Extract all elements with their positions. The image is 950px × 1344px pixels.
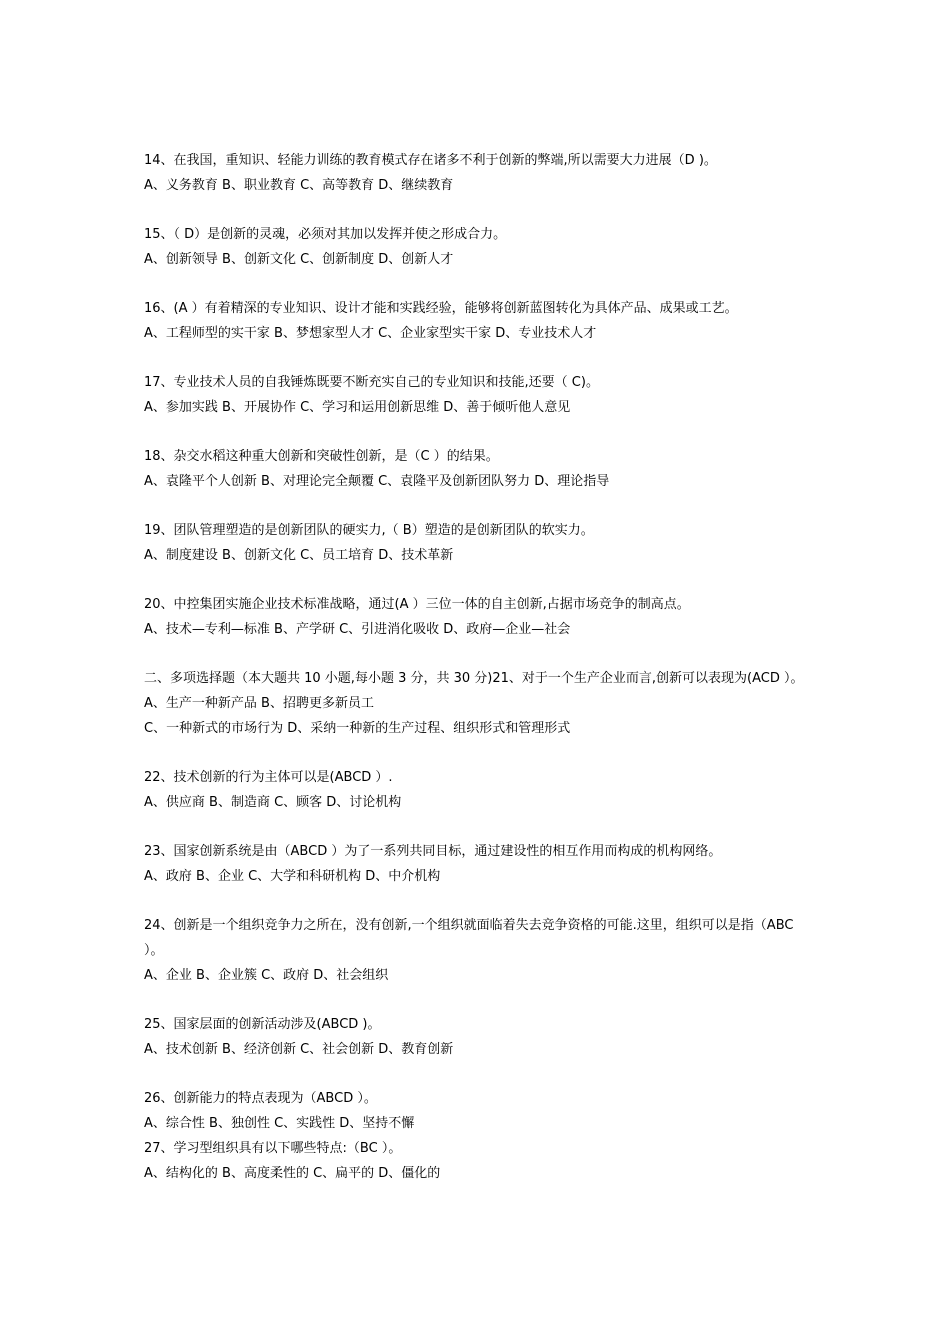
- question-text: 23、国家创新系统是由（ABCD ）为了一系列共同目标，通过建设性的相互作用而构成的机构网络。: [144, 844, 722, 859]
- block-spacer: [144, 346, 814, 370]
- answer-options: C、一种新式的市场行为 D、采纳一种新的生产过程、组织形式和管理形式: [144, 721, 571, 736]
- question-text: 24、创新是一个组织竞争力之所在，没有创新,一个组织就面临着失去竞争资格的可能.这里，组织可以是指（ABC ）。: [144, 918, 794, 958]
- question-block: [144, 1136, 814, 1186]
- block-spacer: [144, 568, 814, 592]
- question-text: 15、（ D）是创新的灵魂，必须对其加以发挥并使之形成合力。: [144, 227, 507, 242]
- answer-options: A、技术—专利—标准 B、产学研 C、引进消化吸收 D、政府—企业—社会: [144, 622, 571, 637]
- question-block: [144, 370, 814, 420]
- answer-options: A、综合性 B、独创性 C、实践性 D、坚持不懈: [144, 1116, 415, 1131]
- answer-options: A、参加实践 B、开展协作 C、学习和运用创新思维 D、善于倾听他人意见: [144, 400, 571, 415]
- answer-options: A、供应商 B、制造商 C、顾客 D、讨论机构: [144, 795, 402, 810]
- question-text: 18、杂交水稻这种重大创新和突破性创新，是（C ）的结果。: [144, 449, 499, 464]
- question-text: 26、创新能力的特点表现为（ABCD ）。: [144, 1091, 377, 1106]
- answer-options: A、结构化的 B、高度柔性的 C、扁平的 D、僵化的: [144, 1166, 441, 1181]
- question-text: 14、在我国，重知识、轻能力训练的教育模式存在诸多不利于创新的弊端,所以需要大力进展（D )。: [144, 153, 717, 168]
- block-spacer: [144, 494, 814, 518]
- question-block: [144, 296, 814, 346]
- answer-options: A、制度建设 B、创新文化 C、员工培育 D、技术革新: [144, 548, 454, 563]
- question-block: [144, 839, 814, 889]
- question-text: 25、国家层面的创新活动涉及(ABCD )。: [144, 1017, 381, 1032]
- question-text: 27、学习型组织具有以下哪些特点:（BC ）。: [144, 1141, 402, 1156]
- question-block: [144, 444, 814, 494]
- question-block: [144, 1012, 814, 1062]
- block-spacer: [144, 889, 814, 913]
- document-page: [144, 148, 814, 1186]
- question-block: [144, 222, 814, 272]
- answer-options: A、企业 B、企业簇 C、政府 D、社会组织: [144, 968, 389, 983]
- answer-options: A、政府 B、企业 C、大学和科研机构 D、中介机构: [144, 869, 441, 884]
- block-spacer: [144, 741, 814, 765]
- block-spacer: [144, 988, 814, 1012]
- question-block: [144, 592, 814, 642]
- block-spacer: [144, 272, 814, 296]
- question-text: 20、中控集团实施企业技术标准战略，通过(A ）三位一体的自主创新,占据市场竞争的制高点。: [144, 597, 690, 612]
- block-spacer: [144, 815, 814, 839]
- block-spacer: [144, 1062, 814, 1086]
- block-spacer: [144, 642, 814, 666]
- answer-options: A、袁隆平个人创新 B、对理论完全颠覆 C、袁隆平及创新团队努力 D、理论指导: [144, 474, 610, 489]
- answer-options: A、生产一种新产品 B、招聘更多新员工: [144, 696, 374, 711]
- question-block: [144, 765, 814, 815]
- answer-options: A、工程师型的实干家 B、梦想家型人才 C、企业家型实干家 D、专业技术人才: [144, 326, 597, 341]
- question-text: 22、技术创新的行为主体可以是(ABCD ）.: [144, 770, 393, 785]
- question-text: 二、多项选择题（本大题共 10 小题,每小题 3 分，共 30 分)21、对于一个生产企业而言,创新可以表现为(ACD ）。: [144, 671, 804, 686]
- question-text: 17、专业技术人员的自我锤炼既要不断充实自己的专业知识和技能,还要（ C)。: [144, 375, 599, 390]
- question-text: 19、团队管理塑造的是创新团队的硬实力,（ B）塑造的是创新团队的软实力。: [144, 523, 594, 538]
- question-block: [144, 666, 814, 741]
- question-block: [144, 913, 814, 988]
- answer-options: A、技术创新 B、经济创新 C、社会创新 D、教育创新: [144, 1042, 454, 1057]
- question-block: [144, 1086, 814, 1136]
- answer-options: A、创新领导 B、创新文化 C、创新制度 D、创新人才: [144, 252, 454, 267]
- answer-options: A、义务教育 B、职业教育 C、高等教育 D、继续教育: [144, 178, 454, 193]
- question-block: [144, 148, 814, 198]
- question-block: [144, 518, 814, 568]
- block-spacer: [144, 420, 814, 444]
- question-text: 16、(A ）有着精深的专业知识、设计才能和实践经验，能够将创新蓝图转化为具体产品、成果或工艺。: [144, 301, 738, 316]
- block-spacer: [144, 198, 814, 222]
